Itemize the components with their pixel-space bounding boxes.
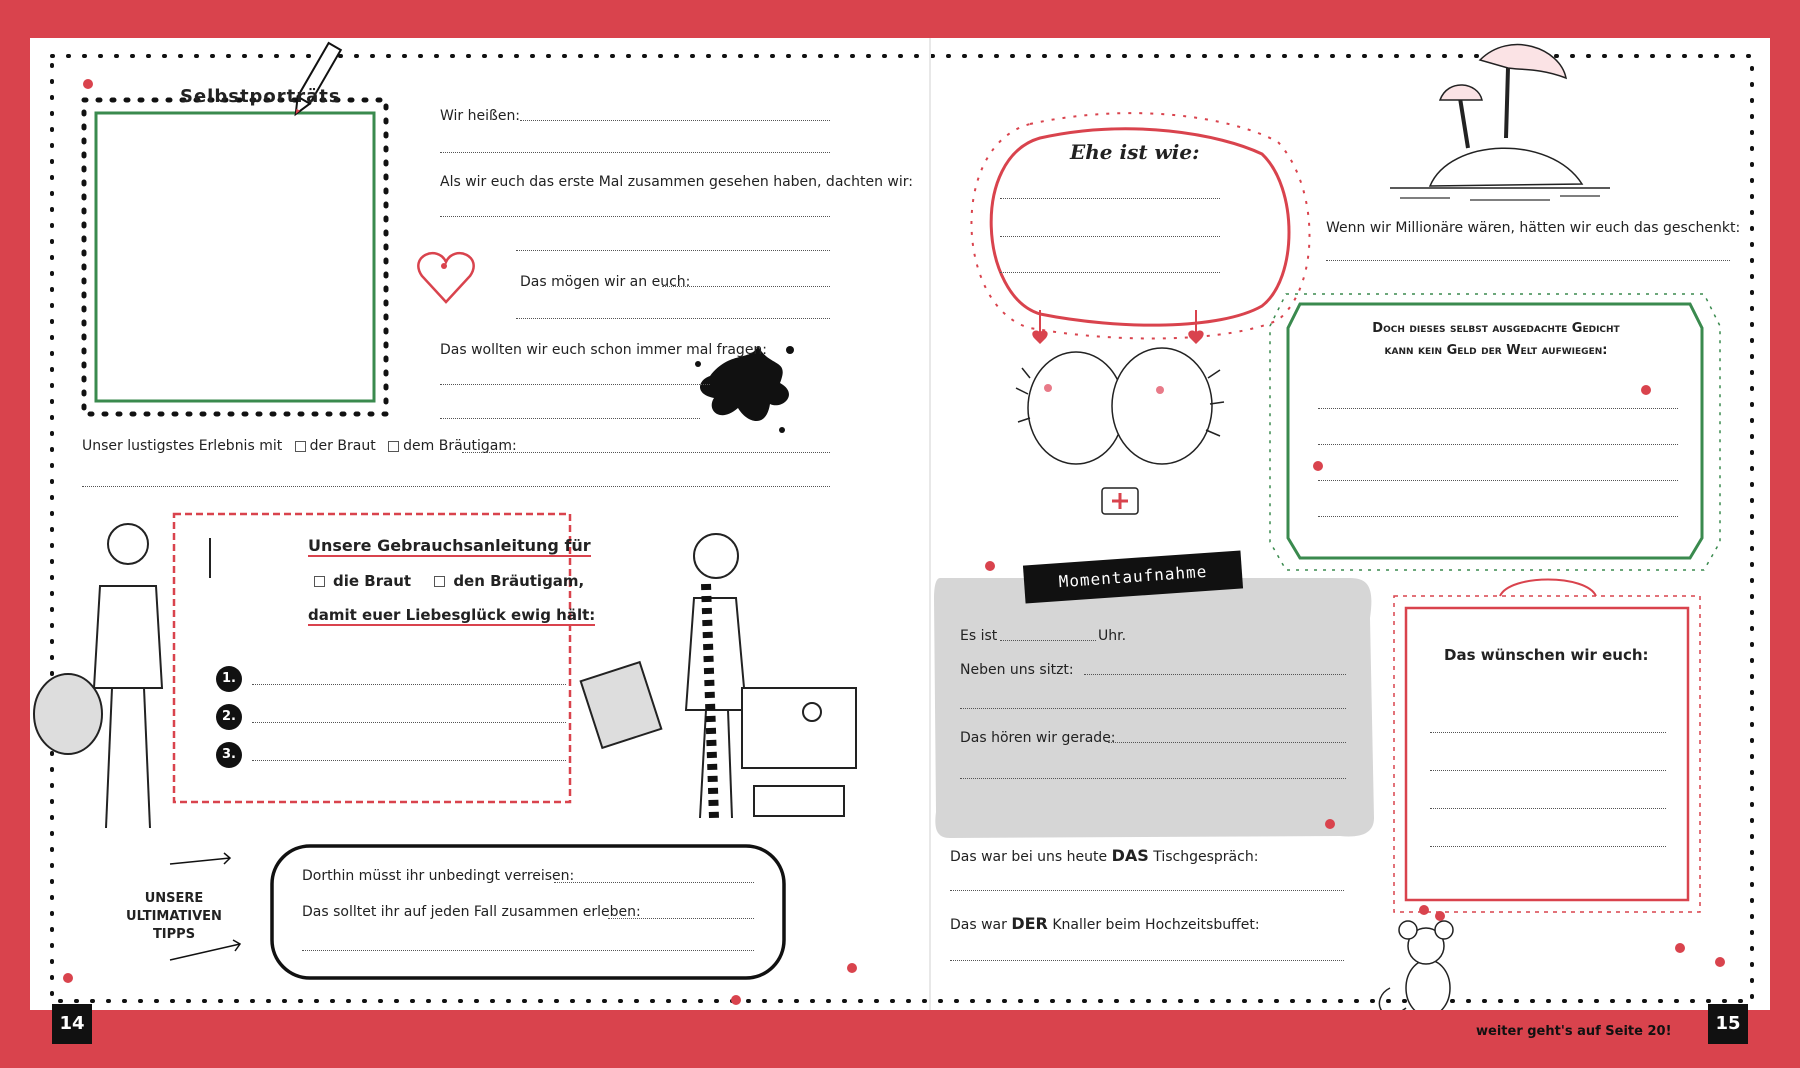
tip-travel-label: Dorthin müsst ihr unbedingt verreisen: xyxy=(302,868,575,884)
wish-line-3[interactable] xyxy=(1430,808,1666,809)
conversation-label: Das war bei uns heute DAS Tischgespräch: xyxy=(950,846,1259,865)
wish-frame xyxy=(1394,580,1700,913)
ink-splat-icon xyxy=(695,346,794,433)
wish-line-2[interactable] xyxy=(1430,770,1666,771)
first-time-line-2[interactable] xyxy=(516,250,830,251)
poem-heading xyxy=(1310,318,1682,362)
we-are-called-label: Wir heißen: xyxy=(440,108,521,124)
page-number-right: 15 xyxy=(1708,1004,1748,1044)
tips-title-line-2: ULTIMATIVEN TIPPS xyxy=(126,909,222,942)
sitting-next-label: Neben uns sitzt: xyxy=(960,662,1074,678)
marriage-line-2[interactable] xyxy=(1000,236,1220,237)
heart-icon xyxy=(418,253,473,302)
we-are-called-line-1[interactable] xyxy=(520,120,830,121)
time-line[interactable] xyxy=(1000,640,1096,641)
we-like-line-1[interactable] xyxy=(662,286,830,287)
wish-line-4[interactable] xyxy=(1430,846,1666,847)
listening-line-1[interactable] xyxy=(1108,742,1346,743)
island-illustration xyxy=(1390,45,1610,200)
we-are-called-line-2[interactable] xyxy=(440,152,830,153)
always-ask-line-1[interactable] xyxy=(440,384,710,385)
time-label: Es ist xyxy=(960,628,998,644)
wish-title: Das wünschen wir euch: xyxy=(1444,646,1649,664)
sitting-next-line-2[interactable] xyxy=(960,708,1346,709)
buffet-label: Das war DER Knaller beim Hochzeitsbuffet: xyxy=(950,914,1260,933)
marriage-is-title: Ehe ist wie: xyxy=(1070,140,1200,164)
manual-line-2[interactable] xyxy=(252,722,566,723)
millionaire-label: Wenn wir Millionäre wären, hätten wir euch das geschenkt: xyxy=(1326,220,1741,236)
manual-line-1[interactable] xyxy=(252,684,566,685)
buffet-line[interactable] xyxy=(950,960,1344,961)
guestbook-spread xyxy=(30,38,1770,1010)
bride-checkbox[interactable] xyxy=(295,441,306,452)
first-time-line-1[interactable] xyxy=(440,216,830,217)
manual-options: die Braut den Bräutigam, xyxy=(314,572,584,590)
continue-note[interactable]: weiter geht's auf Seite 20! xyxy=(1476,1024,1672,1039)
poem-line-3[interactable] xyxy=(1318,480,1678,481)
marriage-line-3[interactable] xyxy=(1000,272,1220,273)
woman-illustration xyxy=(581,534,746,818)
always-ask-label: Das wollten wir euch schon immer mal fragen: xyxy=(440,342,768,358)
tip-travel-line[interactable] xyxy=(554,882,754,883)
tips-title-line-1: UNSERE xyxy=(144,891,204,906)
manual-number-3: 3. xyxy=(216,742,242,768)
conversation-line[interactable] xyxy=(950,890,1344,891)
manual-groom-checkbox[interactable] xyxy=(434,576,445,587)
manual-number-1: 1. xyxy=(216,666,242,692)
poem-heading-line-2: kann kein Geld der Welt aufwiegen: xyxy=(1384,343,1608,358)
always-ask-line-2[interactable] xyxy=(440,418,700,419)
tip-experience-line-1[interactable] xyxy=(608,918,754,919)
listening-label: Das hören wir gerade: xyxy=(960,730,1116,746)
manual-number-2: 2. xyxy=(216,704,242,730)
poem-line-4[interactable] xyxy=(1318,516,1678,517)
man-illustration xyxy=(34,524,210,828)
snapshot-label: Momentaufnahme xyxy=(1023,550,1243,603)
hedgehogs-illustration xyxy=(1016,348,1224,514)
sitting-next-line-1[interactable] xyxy=(1084,674,1346,675)
oclock-label: Uhr. xyxy=(1098,628,1127,644)
marriage-line-1[interactable] xyxy=(1000,198,1220,199)
selfportrait-frame xyxy=(84,100,386,414)
tips-title xyxy=(114,890,234,944)
tv-illustration xyxy=(742,688,856,816)
listening-line-2[interactable] xyxy=(960,778,1346,779)
manual-title: Unsere Gebrauchsanleitung für xyxy=(308,536,591,555)
we-like-label: Das mögen wir an euch: xyxy=(520,274,691,290)
selfportrait-title: Selbstporträts xyxy=(180,86,341,107)
first-time-label: Als wir euch das erste Mal zusammen gesehen haben, dachten wir: xyxy=(440,174,913,190)
funniest-line-1[interactable] xyxy=(462,452,830,453)
poem-line-2[interactable] xyxy=(1318,444,1678,445)
page-number-left: 14 xyxy=(52,1004,92,1044)
manual-line-3[interactable] xyxy=(252,760,566,761)
poem-heading-line-1: Doch dieses selbst ausgedachte Gedicht xyxy=(1372,321,1620,336)
tip-experience-line-2[interactable] xyxy=(302,950,754,951)
tip-experience-label: Das solltet ihr auf jeden Fall zusammen erleben: xyxy=(302,904,641,920)
funniest-label: Unser lustigstes Erlebnis mit der Braut dem Bräutigam: xyxy=(82,438,517,454)
millionaire-line[interactable] xyxy=(1326,260,1730,261)
groom-checkbox[interactable] xyxy=(388,441,399,452)
wish-line-1[interactable] xyxy=(1430,732,1666,733)
we-like-line-2[interactable] xyxy=(516,318,830,319)
funniest-line-2[interactable] xyxy=(82,486,830,487)
manual-bride-checkbox[interactable] xyxy=(314,576,325,587)
poem-line-1[interactable] xyxy=(1318,408,1678,409)
manual-subtitle: damit euer Liebesglück ewig hält: xyxy=(308,606,596,624)
mouse-illustration xyxy=(1379,921,1453,1010)
